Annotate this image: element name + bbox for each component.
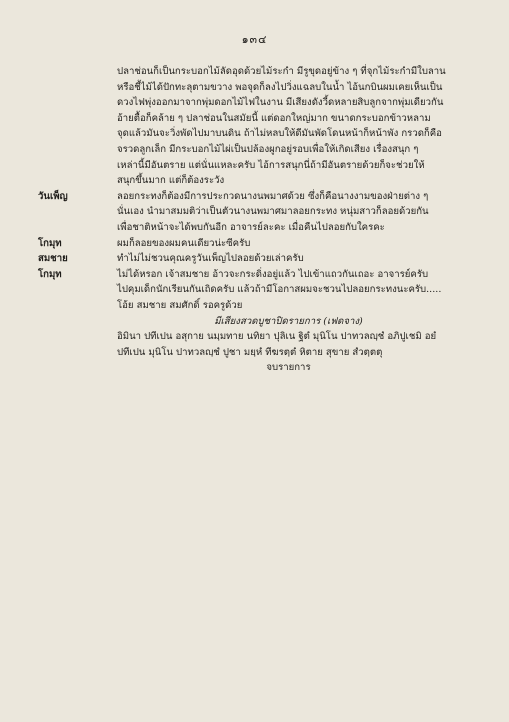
- text-line: ปลาช่อนก็เป็นกระบอกไม้ลัดอุดด้วยไม้ระกำ มีรูขุดอยู่ข้าง ๆ ที่จุกไม้ระกำมีใบลาน: [117, 66, 446, 77]
- intro-paragraph: [38, 64, 479, 189]
- text-line: เหล่านี้มีอันตราย แต่นั่นแหละครับ ไอ้การสนุกนี่ถ้ามีอันตรายด้วยก็จะช่วยให้: [117, 159, 425, 171]
- dialogue-entry: [38, 267, 479, 314]
- chant-line: ปทีเปน มุนิโน ปาทวลญฺชํ ปูชา มยฺหํ ทีฆรตฺตํ หิตาย สุขาย สํวตฺตตุ: [117, 346, 383, 358]
- body-text: [38, 64, 479, 376]
- text-line: โอ้ย สมชาย สมศักดิ์ รอครูด้วย: [117, 299, 243, 311]
- text-line: นั่นเอง นำมาสมมติว่าเป็นตัวนางนพมาศมาลอยกระทง หนุ่มสาวก็ลอยด้วยกัน: [117, 206, 429, 218]
- page-number: ๑๓๔: [241, 33, 268, 46]
- text-line: หรือชี้ไม้ได้ปักทะลุตามขวาง พอจุดก็ลงไปวิ่งแฉลบในน้ำ ไอ้นกบินผมเคยเห็นเป็น: [117, 81, 443, 93]
- text-line: ไปคุมเด็กนักเรียนกันเถิดครับ แล้วถ้ามีโอกาสผมจะชวนไปลอยกระทงนะครับ.....: [117, 284, 442, 296]
- text-line: สนุกขึ้นมาก แต่ก็ต้องระวัง: [117, 175, 225, 187]
- speaker-name: สมชาย: [38, 253, 68, 265]
- text-line: ไม่ได้หรอก เจ้าสมชาย อ้าวจะกระดิ่งอยู่แล้ว ไปเข้าแถวกันเถอะ อาจารย์ครับ: [117, 268, 429, 280]
- speaker-name: โกมุท: [38, 237, 62, 249]
- closing-section: [38, 314, 479, 376]
- text-line: เพื่อชาติหน้าจะได้พบกันอีก อาจารย์ละคะ เมื่อคืนไปลอยกับใครคะ: [117, 221, 385, 233]
- text-line: ทำไม่ไม่ชวนคุณครูวันเพ็ญไปลอยด้วยเล่าครับ: [117, 253, 304, 265]
- text-line: อ้ายตื้อก็คล้าย ๆ ปลาช่อนในสมัยนี้ แต่ดอกใหญ่มาก ขนาดกระบอกข้าวหลาม: [117, 112, 431, 124]
- text-line: ผมก็ลอยของผมคนเดียวน่ะซีครับ: [117, 237, 251, 249]
- text-line: จุดแล้วมันจะวิ่งพัดไปมาบนดิน ถ้าไม่หลบให้ดีมันพัดโดนหน้าก็หน้าพัง กรวดก็คือ: [117, 128, 442, 140]
- speaker-name: วันเพ็ญ: [38, 190, 68, 202]
- end-text: จบรายการ: [266, 362, 311, 374]
- chant-line: อิมินา ปทีเปน อสุกาย นมฺมทาย นทิยา ปุลิเน ฐิตํ มุนิโน ปาทวลญฺชํ อภิปูเชมิ อยํ: [117, 331, 437, 343]
- speaker-name: โกมุท: [38, 268, 62, 280]
- dialogue-entry: [38, 189, 479, 236]
- text-line: จรวดลูกเล็ก มีกระบอกไม้ไผ่เป็นปล้องผูกอยู่รอบเพื่อให้เกิดเสียง เรื่องสนุก ๆ: [117, 143, 419, 155]
- dialogue-entry: [38, 251, 479, 267]
- text-line: ลอยกระทงก็ต้องมีการประกวดนางนพมาศด้วย ซึ่งก็คือนางงามของฝ่ายต่าง ๆ: [117, 190, 429, 202]
- text-line: ดวงไฟพุ่งออกมาจากพุ่มดอกไม้ไฟในงาน มีเสียงดังวี้ดหลายสิบลูกจากพุ่มเดียวกัน: [117, 97, 444, 109]
- closing-heading: มีเสียงสวดบูชาปิดรายการ (เฟดจาง): [214, 315, 363, 327]
- dialogue-entry: [38, 236, 479, 252]
